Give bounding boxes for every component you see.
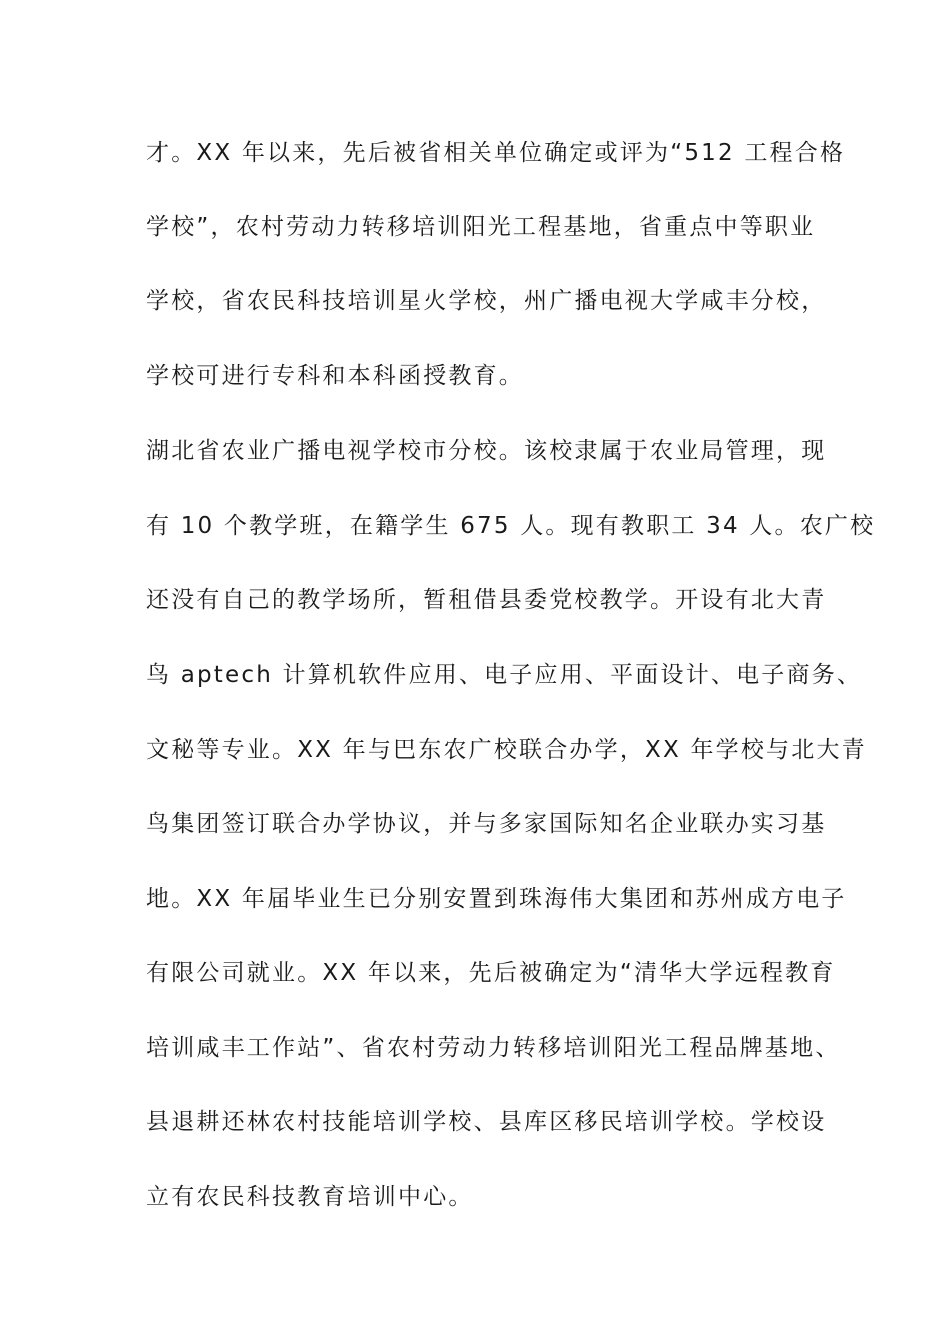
text-line: 有 10 个教学班，在籍学生 675 人。现有教职工 34 人。农广校 — [146, 513, 876, 539]
text-line: 培训咸丰工作站”、省农村劳动力转移培训阳光工程品牌基地、 — [146, 1035, 841, 1061]
text-line: 还没有自己的教学场所，暂租借县委党校教学。开设有北大青 — [146, 587, 827, 613]
text-line: 文秘等专业。XX 年与巴东农广校联合办学，XX 年学校与北大青 — [146, 737, 867, 763]
text-line: 地。XX 年届毕业生已分别安置到珠海伟大集团和苏州成方电子 — [146, 886, 847, 912]
text-line: 学校”，农村劳动力转移培训阳光工程基地，省重点中等职业 — [146, 214, 816, 240]
text-line: 鸟集团签订联合办学协议，并与多家国际知名企业联办实习基 — [146, 811, 827, 837]
text-line: 学校，省农民科技培训星火学校，州广播电视大学咸丰分校， — [146, 288, 827, 314]
text-line: 县退耕还林农村技能培训学校、县库区移民培训学校。学校设 — [146, 1109, 827, 1135]
text-line: 有限公司就业。XX 年以来，先后被确定为“清华大学远程教育 — [146, 960, 836, 986]
text-line: 学校可进行专科和本科函授教育。 — [146, 363, 524, 389]
text-line: 鸟 aptech 计算机软件应用、电子应用、平面设计、电子商务、 — [146, 662, 863, 688]
text-line: 立有农民科技教育培训中心。 — [146, 1184, 474, 1210]
text-line: 才。XX 年以来，先后被省相关单位确定或评为“512 工程合格 — [146, 140, 846, 166]
text-line: 湖北省农业广播电视学校市分校。该校隶属于农业局管理，现 — [146, 438, 827, 464]
